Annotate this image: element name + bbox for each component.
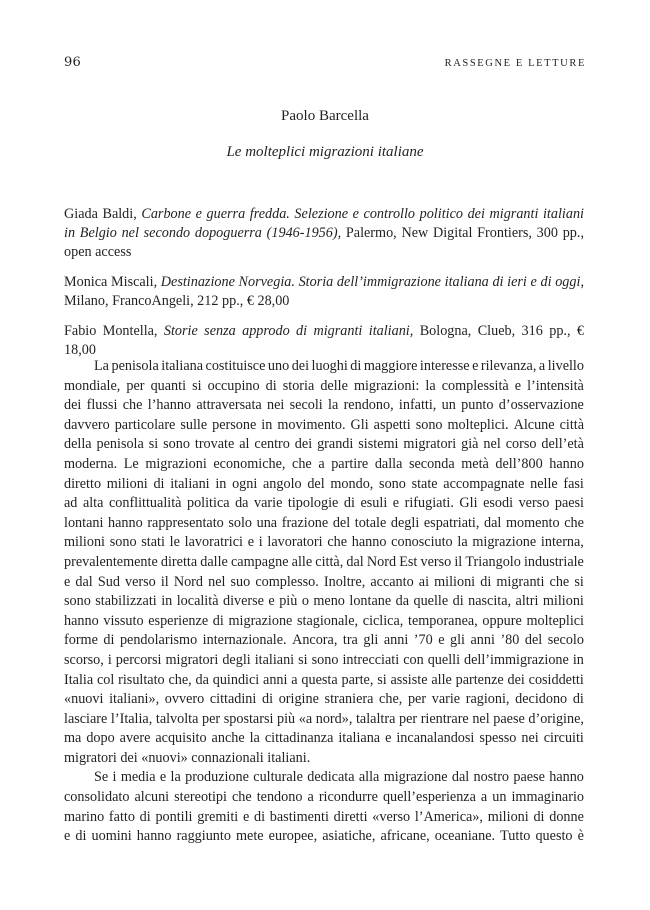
body-line: migratori dei «nuovi» connazionali italiani. bbox=[64, 749, 311, 766]
article-author: Paolo Barcella bbox=[281, 108, 369, 124]
body-line: hanno vissuto esperienze di migrazione stagionale, ciclica, temporanea, oppure molteplici bbox=[64, 612, 584, 629]
book-reference bbox=[64, 273, 584, 311]
book-details: , Milano, FrancoAngeli, 212 pp., € 28,00 bbox=[64, 274, 584, 309]
body-line: davvero particolare sulle persone in movimento. Gli aspetti sono molteplici. Alcune città bbox=[64, 416, 584, 433]
body-line: e di uomini hanno raggiunto mete europee, asiatiche, africane, oceaniane. Tutto questo è bbox=[64, 828, 584, 845]
body-line: mondiale, per quanti si occupino di storia delle migrazioni: la complessità e l’intensità bbox=[64, 377, 584, 394]
reviewed-books bbox=[64, 205, 584, 371]
book-details: , Palermo, New Digital Frontiers, 300 pp., open access bbox=[64, 225, 584, 260]
article-title: Le molteplici migrazioni italiane bbox=[226, 144, 424, 160]
body-line: «nuovi italiani», ovvero cittadini di origine straniera che, per varie ragioni, decidono di bbox=[64, 691, 584, 708]
body-text bbox=[64, 357, 584, 847]
body-line: lontani hanno rappresentato solo una frazione del totale degli espatriati, dal momento che bbox=[64, 514, 584, 531]
body-line: Italia col risultato che, da quindici anni a questa parte, si assiste alle partenze dei cosiddetti bbox=[64, 671, 584, 688]
body-line: ad alta conflittualità politica da varie tipologie di esuli e rifugiati. Gli esodi verso paesi bbox=[64, 495, 584, 512]
book-author: Giada Baldi, bbox=[64, 206, 142, 222]
book-title: Storie senza approdo di migranti italiani bbox=[163, 323, 410, 339]
body-line: Se i media e la produzione culturale dedicata alla migrazione dal nostro paese hanno bbox=[94, 769, 584, 786]
book-reference bbox=[64, 322, 584, 360]
body-line: forme di pendolarismo internazionale. Ancora, tra gli anni ’70 e gli anni ’80 del secolo bbox=[64, 632, 584, 649]
body-line: moderna. Le migrazioni economiche, che a partire dalla seconda metà dell’800 hanno bbox=[64, 455, 584, 472]
book-author: Fabio Montella, bbox=[64, 323, 164, 339]
body-line: dei flussi che l’hanno attraversata nei secoli la rendono, infatti, un punto d’osservazione bbox=[64, 397, 584, 414]
body-line: consolidato alcuni stereotipi che tendono a ricondurre quell’esperienza a un immaginario bbox=[64, 789, 584, 806]
body-line: della penisola si sono trovate al centro dei grandi sistemi migratori già nel corso dell’età bbox=[64, 436, 584, 453]
book-title: Destinazione Norvegia. Storia dell’immigrazione italiana di ieri e di oggi bbox=[160, 274, 581, 290]
body-line: scorso, i percorsi migratori degli italiani si sono intrecciati con quelli dell’immigrazione in bbox=[64, 651, 584, 668]
body-line: diretto milioni di italiani in ogni angolo del mondo, sono state accompagnate nelle fasi bbox=[64, 475, 584, 492]
body-line: lasciare l’Italia, talvolta per spostarsi più «a nord», talaltra per rientrare nel paese d’origine, bbox=[64, 710, 584, 727]
body-line: ma dopo avere acquisito anche la cittadinanza italiana e incanalandosi spesso nei circuiti bbox=[64, 730, 584, 747]
book-author: Monica Miscali, bbox=[64, 274, 161, 290]
book-reference bbox=[64, 205, 584, 262]
body-line: e dal Sud verso il Nord nel suo complesso. Inoltre, accanto ai milioni di migranti che si bbox=[64, 573, 584, 590]
body-line: marino fatto di pontili gremiti e di bastimenti diretti «verso l’America», milioni di donne bbox=[64, 808, 584, 825]
section-title: RASSEGNE E LETTURE bbox=[444, 58, 586, 69]
running-head bbox=[64, 55, 586, 73]
body-line: milioni sono stati le lavoratrici e i lavoratori che hanno conosciuto la migrazione interna, bbox=[64, 534, 584, 551]
book-title: Carbone e guerra fredda. Selezione e controllo politico dei migranti italiani in Belgio nel secondo dopoguerra (1946-1956) bbox=[64, 206, 584, 241]
body-line: sono stabilizzati in località diverse e più o meno lontane da quelle di nascita, altri milioni bbox=[64, 593, 584, 610]
body-line: prevalentemente diretta dalle campagne alle città, dal Nord Est verso il Triangolo industriale bbox=[64, 553, 584, 570]
book-details: , Bologna, Clueb, 316 pp., € 18,00 bbox=[64, 323, 584, 358]
body-line: La penisola italiana costituisce uno dei luoghi di maggiore interesse e rilevanza, a livello bbox=[94, 358, 584, 374]
page-number: 96 bbox=[64, 55, 81, 70]
